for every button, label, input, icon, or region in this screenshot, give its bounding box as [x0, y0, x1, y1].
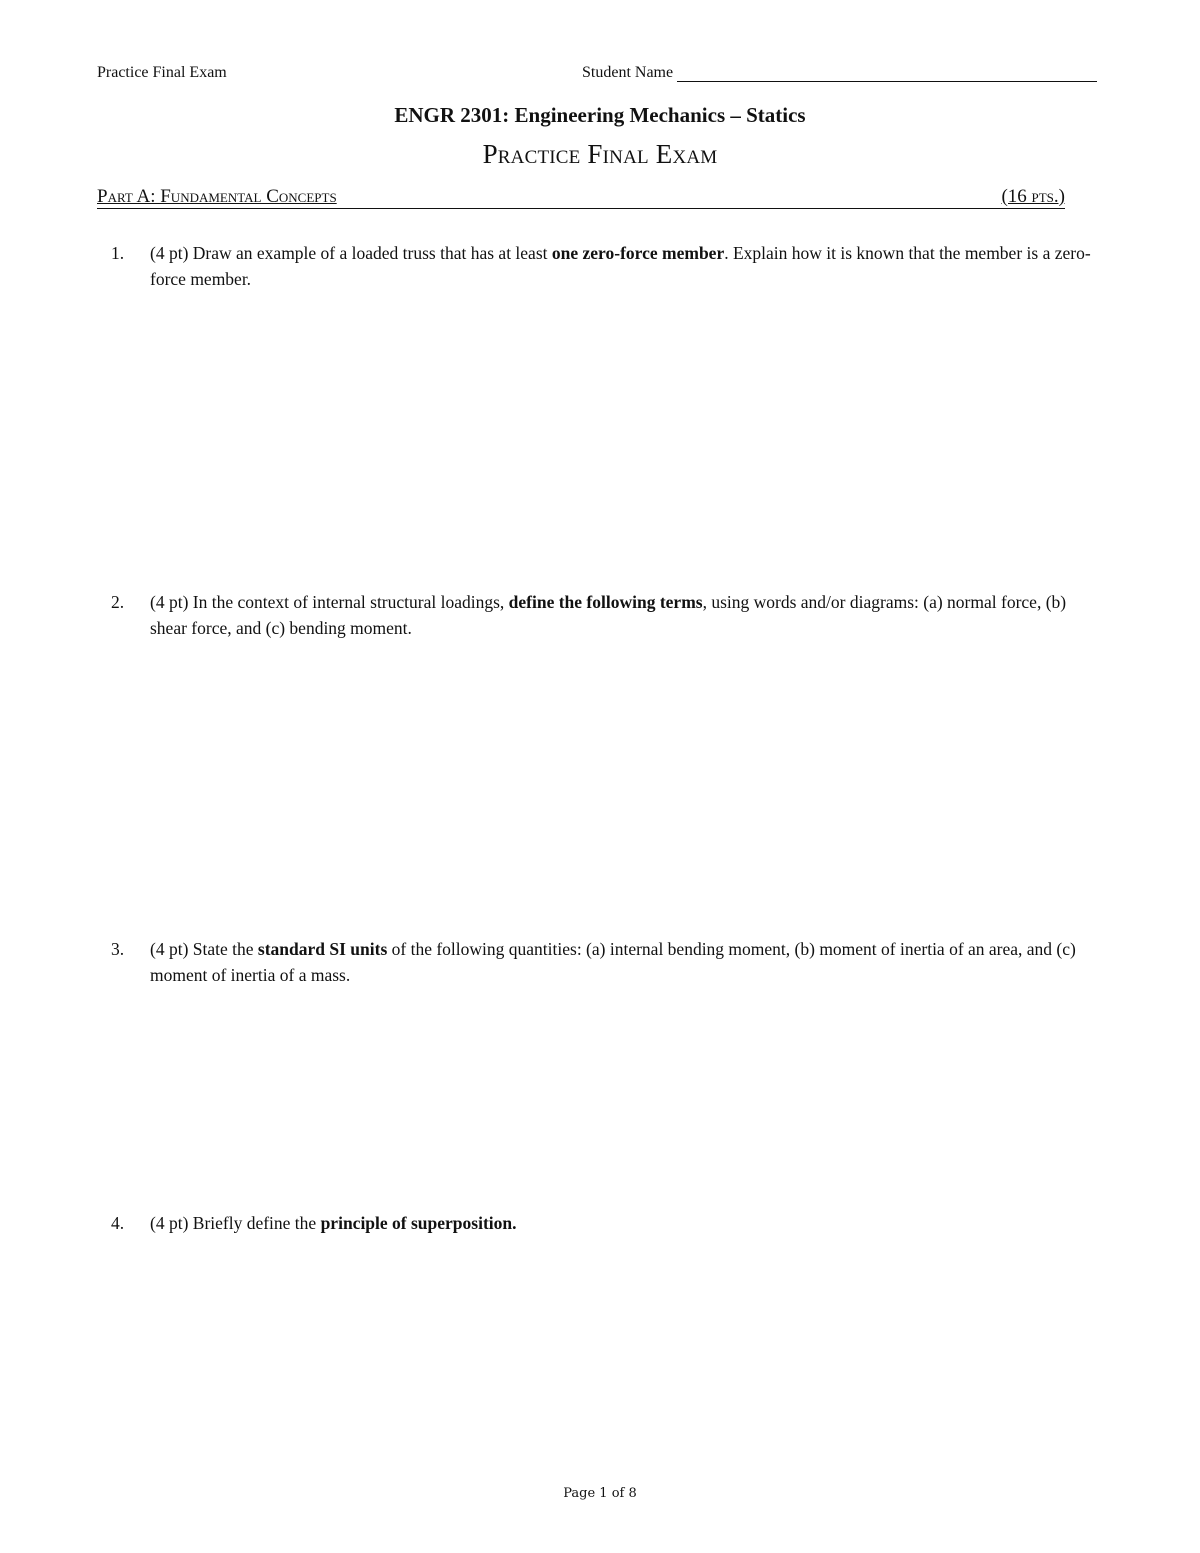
part-heading [97, 186, 1065, 209]
question-4 [111, 1210, 1091, 1236]
question-number: 3. [111, 939, 125, 959]
question-number: 4. [111, 1213, 125, 1233]
part-points: (16 pts.) [1001, 186, 1065, 207]
part-title: Part A: Fundamental Concepts [97, 186, 337, 207]
exam-title: Practice Final Exam [482, 139, 718, 169]
student-name-line [677, 65, 1097, 82]
question-number: 1. [111, 243, 125, 263]
question-text: (4 pt) State the standard SI units of the following quantities: (a) internal bending moment, (b) moment of inertia of an area, and (c) moment of inertia of a mass. [150, 939, 1076, 985]
question-emphasis: standard SI units [257, 939, 388, 959]
page-number: Page 1 of 8 [563, 1486, 637, 1501]
question-text: (4 pt) In the context of internal structural loadings, define the following terms, using words and/or diagrams: (a) normal force, (b) shear force, and (c) bending moment. [150, 592, 1067, 638]
question-number: 2. [111, 592, 125, 612]
question-2 [111, 589, 1091, 641]
question-emphasis: principle of superposition. [320, 1213, 517, 1233]
student-name-label: Student Name [582, 64, 674, 81]
question-text: (4 pt) Briefly define the principle of superposition. [150, 1213, 517, 1233]
question-text: (4 pt) Draw an example of a loaded truss that has at least one zero-force member. Explain how it is known that the member is a zero-force member. [150, 243, 1091, 289]
question-3 [111, 936, 1091, 988]
question-emphasis: one zero-force member [551, 243, 725, 263]
header-left-title: Practice Final Exam [97, 64, 227, 81]
question-1 [111, 240, 1091, 292]
student-name-field [582, 64, 1097, 82]
course-title: ENGR 2301: Engineering Mechanics – Statics [394, 103, 806, 127]
question-emphasis: define the following terms [508, 592, 703, 612]
